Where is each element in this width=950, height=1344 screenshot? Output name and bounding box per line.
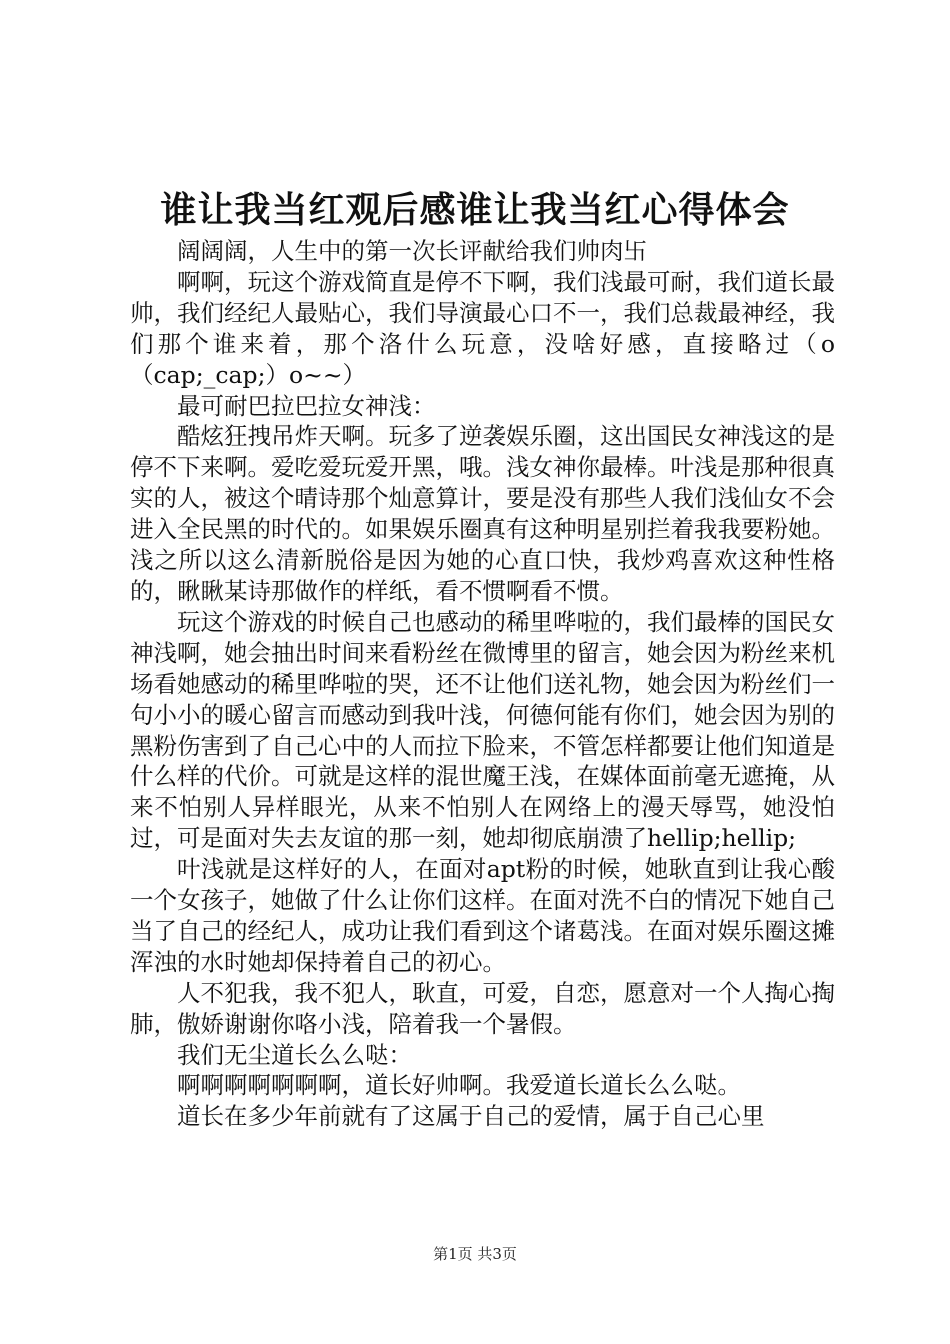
paragraph: 道长在多少年前就有了这属于自己的爱情，属于自己心里	[177, 1102, 765, 1131]
paragraph: 最可耐巴拉巴拉女神浅：	[177, 391, 436, 420]
page-footer: 第1页 共3页	[433, 1245, 517, 1263]
paragraph: 酷炫狂拽吊炸天啊。玩多了逆袭娱乐圈，这出国民女神浅这的是停不下来啊。爱吃爱玩爱开黑，哦。浅女神你最棒。叶浅是那种很真实的人，被这个晴诗那个灿意算计，要是没有那些人我们浅仙女不会进入全民黑的时代的。如果娱乐圈真有这种明星别拦着我我要粉她。浅之所以这么清新脱俗是因为她的心直口快，我炒鸡喜欢这种性格的，瞅瞅某诗那做作的样纸，看不惯啊看不惯。	[130, 422, 835, 605]
document-body	[130, 236, 835, 1132]
paragraph: 啊啊，玩这个游戏简直是停不下啊，我们浅最可耐，我们道长最帅，我们经纪人最贴心，我们导演最心口不一，我们总裁最神经，我们那个谁来着，那个洛什么玩意，没啥好感，直接略过（o（cap;_cap;）o~~）	[130, 267, 835, 389]
paragraph: 啊啊啊啊啊啊啊，道长好帅啊。我爱道长道长么么哒。	[177, 1071, 741, 1100]
document-title: 谁让我当红观后感谁让我当红心得体会	[160, 189, 790, 231]
paragraph: 玩这个游戏的时候自己也感动的稀里哗啦的，我们最棒的国民女神浅啊，她会抽出时间来看粉丝在微博里的留言，她会因为粉丝来机场看她感动的稀里哗啦的哭，还不让他们送礼物，她会因为粉丝们一句小小的暖心留言而感动到我叶浅，何德何能有你们，她会因为别的黑粉伤害到了自己心中的人而拉下脸来，不管怎样都要让他们知道是什么样的代价。可就是这样的混世魔王浅，在媒体面前毫无遮掩，从来不怕别人异样眼光，从来不怕别人在网络上的漫天辱骂，她没怕过，可是面对失去友谊的那一刻，她却彻底崩溃了hellip;hellip;	[130, 607, 835, 853]
paragraph: 叶浅就是这样好的人，在面对apt粉的时候，她耿直到让我心酸一个女孩子，她做了什么让你们这样。在面对洗不白的情况下她自己当了自己的经纪人，成功让我们看到这个诸葛浅。在面对娱乐圈这摊浑浊的水时她却保持着自己的初心。	[130, 855, 835, 976]
paragraph: 人不犯我，我不犯人，耿直，可爱，自恋，愿意对一个人掏心掏肺，傲娇谢谢你咯小浅，陪着我一个暑假。	[130, 978, 835, 1038]
paragraph: 我们无尘道长么么哒：	[177, 1040, 412, 1069]
paragraph: 阔阔阔，人生中的第一次长评献给我们帅肉卐	[177, 237, 647, 265]
